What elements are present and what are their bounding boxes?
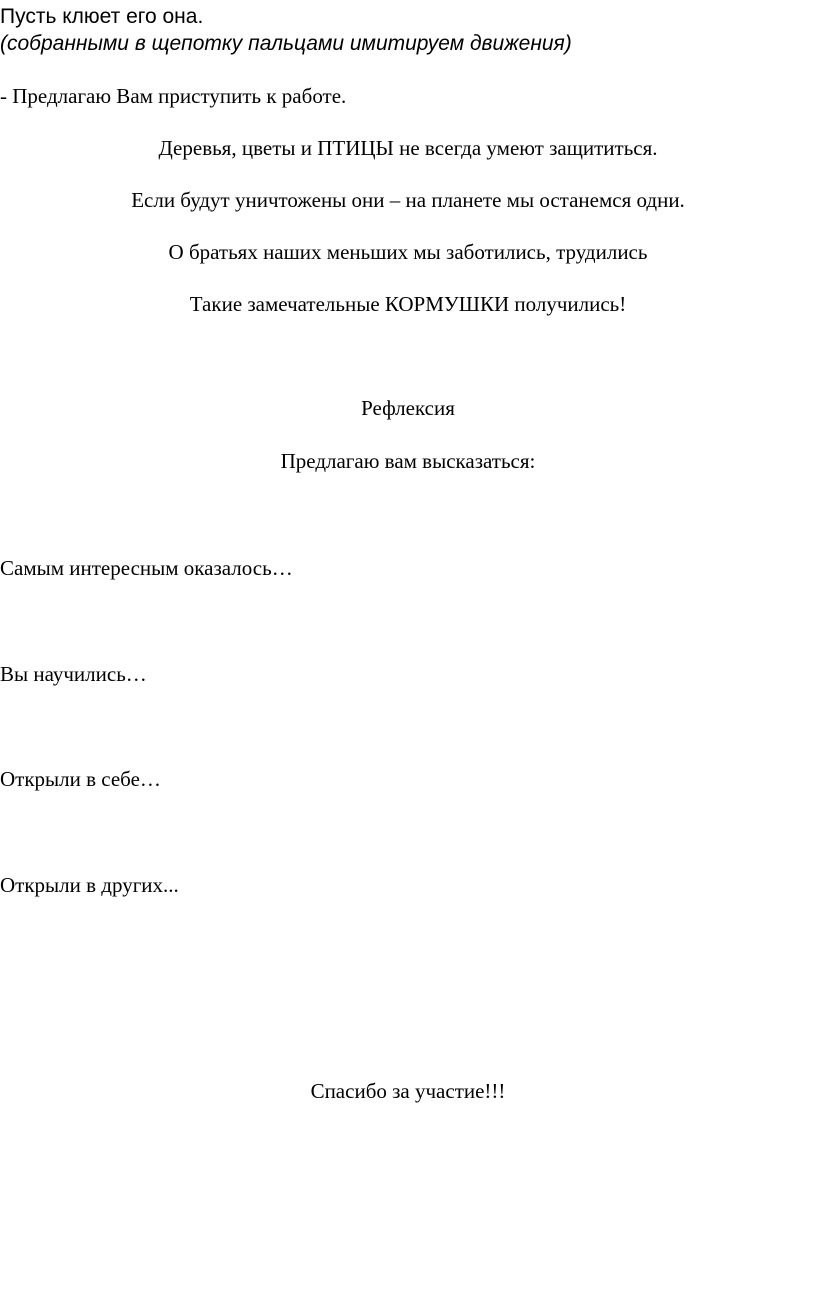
reflection-heading: Рефлексия	[361, 396, 455, 420]
verse-line-1: Деревья, цветы и ПТИЦЫ не всегда умеют защититься.	[158, 136, 658, 160]
reflection-item: Открыли в себе…	[0, 767, 161, 791]
verse-line-3: О братьях наших меньших мы заботились, трудились	[168, 240, 648, 264]
closing-thanks: Спасибо за участие!!!	[310, 1079, 506, 1103]
verse-line-2: Если будут уничтожены они – на планете мы останемся одни.	[131, 188, 685, 212]
reflection-item: Самым интересным оказалось…	[0, 556, 293, 580]
reflection-prompt: Предлагаю вам высказаться:	[280, 449, 536, 473]
reflection-item: Вы научились…	[0, 662, 147, 686]
verse-line-4: Такие замечательные КОРМУШКИ получились!	[189, 292, 627, 316]
poem-line: Пусть клюет его она.	[0, 5, 204, 28]
reflection-item: Открыли в других...	[0, 873, 179, 897]
stage-direction: (собранными в щепотку пальцами имитируем движения)	[0, 32, 572, 55]
task-invitation: - Предлагаю Вам приступить к работе.	[0, 84, 347, 108]
